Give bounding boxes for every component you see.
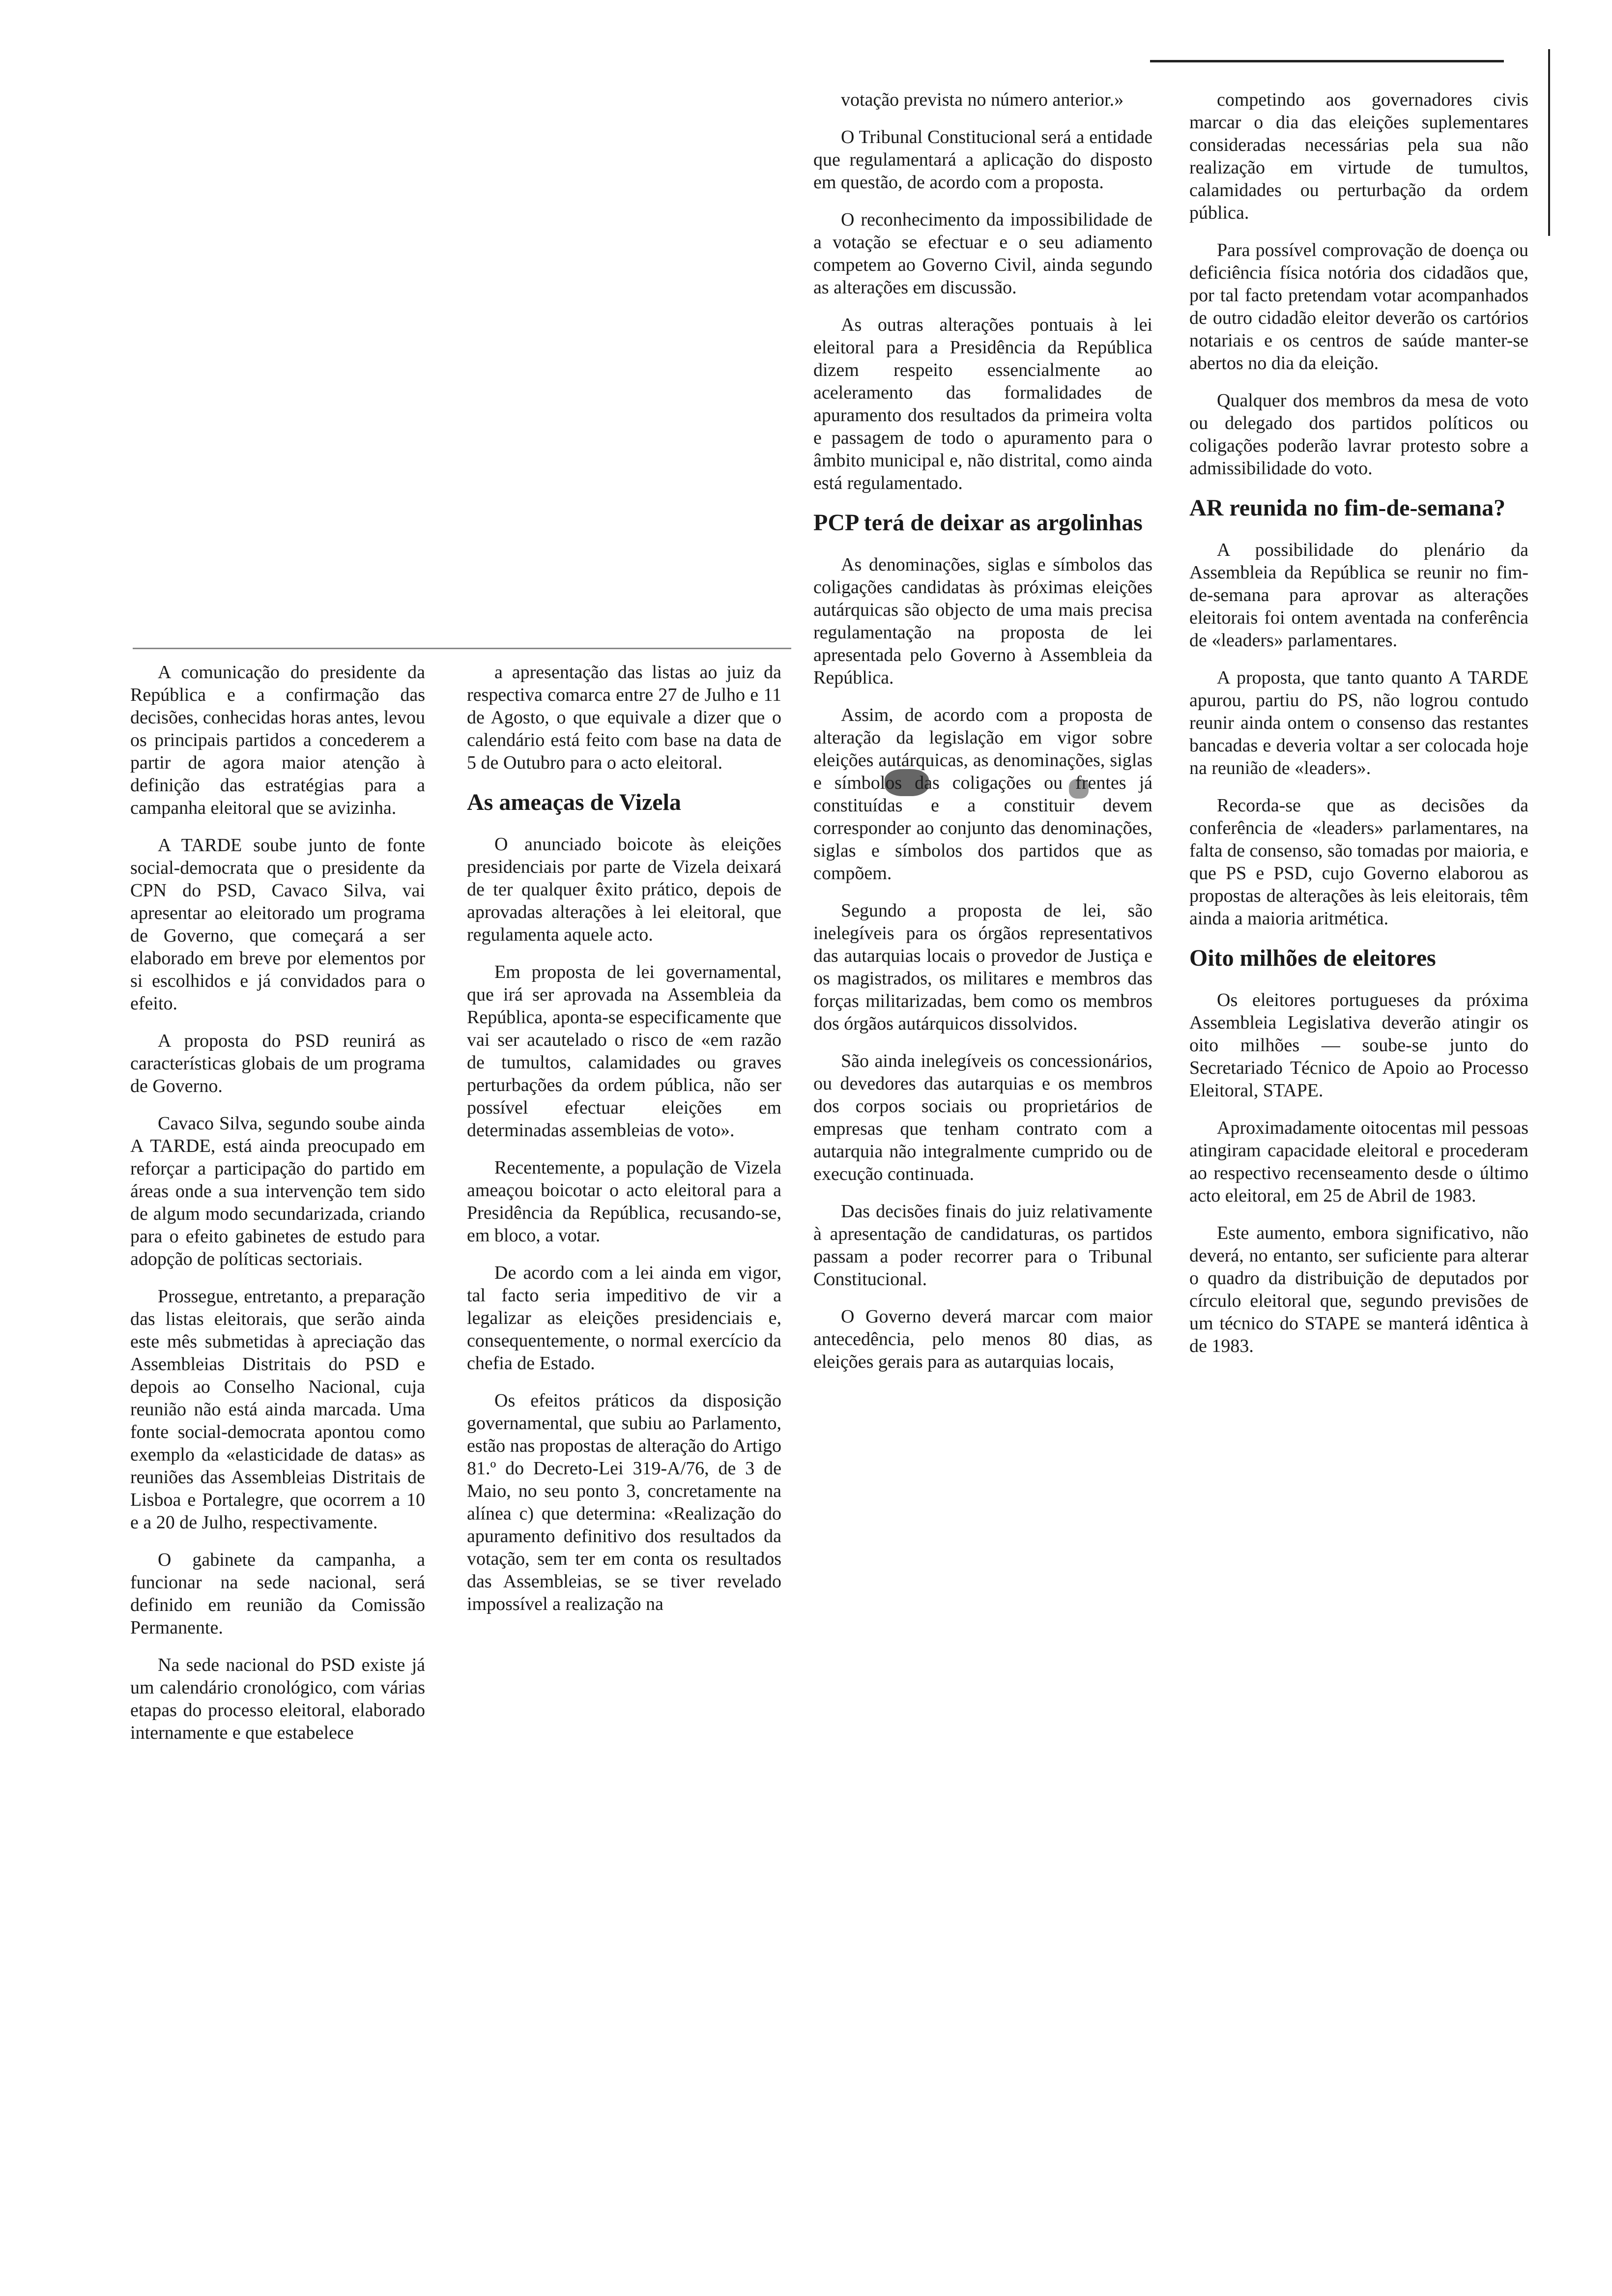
article-paragraph: competindo aos governadores civis marcar o dia das eleições suplementares consideradas necessárias pela sua não realização em virtude de tumultos, calamidades ou perturbação da ordem pública. bbox=[1189, 89, 1528, 223]
article-paragraph: O reconhecimento da impossibilidade de a votação se efectuar e o seu adiamento competem ao Governo Civil, ainda segundo as alterações em discussão. bbox=[813, 209, 1152, 298]
article-paragraph: Na sede nacional do PSD existe já um calendário cronológico, com várias etapas do processo eleitoral, elaborado internamente e que estabelece bbox=[130, 1655, 425, 1743]
article-paragraph: De acordo com a lei ainda em vigor, tal facto seria impeditivo de vir a legalizar as eleições presidenciais e, consequentemente, o normal exercício da chefia de Estado. bbox=[467, 1263, 781, 1374]
article-paragraph: Para possível comprovação de doença ou deficiência física notória dos cidadãos que, por tal facto pretendam votar acompanhados de outro cidadão eleitor deverão os cartórios notariais e os centros de saúde manter-se abertos no dia da eleição. bbox=[1189, 240, 1528, 373]
section-heading: Oito milhões de eleitores bbox=[1189, 945, 1436, 971]
article-paragraph: Segundo a proposta de lei, são inelegíveis para os órgãos representativos das autarquias locais o provedor de Justiça e os magistrados, os militares e membros das forças militarizadas, bem como os membros dos órgãos autárquicos dissolvidos. bbox=[813, 900, 1152, 1034]
article-paragraph: O Governo deverá marcar com maior antecedência, pelo menos 80 dias, as eleições gerais para as autarquias locais, bbox=[813, 1306, 1152, 1372]
article-paragraph: Assim, de acordo com a proposta de alteração da legislação em vigor sobre eleições autárquicas, as denominações, siglas e símbolos das coligações ou frentes já constituídas e a constituir devem corresponder ao conjunto das denominações, siglas e símbolos dos partidos que as compõem. bbox=[813, 705, 1152, 884]
article-paragraph: Recentemente, a população de Vizela ameaçou boicotar o acto eleitoral para a Presidência da República, recusando-se, em bloco, a votar. bbox=[467, 1157, 781, 1246]
article-paragraph: Cavaco Silva, segundo soube ainda A TARDE, está ainda preocupado em reforçar a participação do partido em áreas onde a sua intervenção tem sido de algum modo secundarizada, criando para o efeito gabinetes de estudo para adopção de políticas sectoriais. bbox=[130, 1113, 425, 1269]
article-paragraph: A possibilidade do plenário da Assembleia da República se reunir no fim-de-semana para aprovar as alterações eleitorais foi ontem aventada na conferência de «leaders» parlamentares. bbox=[1189, 540, 1528, 651]
article-paragraph: Qualquer dos membros da mesa de voto ou delegado dos partidos políticos ou coligações poderão lavrar protesto sobre a admissibilidade do voto. bbox=[1189, 390, 1528, 479]
article-paragraph: Aproximadamente oitocentas mil pessoas atingiram capacidade eleitoral e procederam ao respectivo recenseamento desde o último acto eleitoral, em 25 de Abril de 1983. bbox=[1189, 1118, 1528, 1206]
article-paragraph: São ainda inelegíveis os concessionários, ou devedores das autarquias e os membros dos corpos sociais ou proprietários de empresas que tenham contrato com a autarquia não integralmente cumprido ou de execução continuada. bbox=[813, 1051, 1152, 1184]
article-paragraph: Este aumento, embora significativo, não deverá, no entanto, ser suficiente para alterar o quadro da distribuição de deputados por círculo eleitoral que, segundo previsões de um técnico do STAPE se manterá idêntica à de 1983. bbox=[1189, 1223, 1528, 1356]
article-paragraph: A TARDE soube junto de fonte social-democrata que o presidente da CPN do PSD, Cavaco Silva, vai apresentar ao eleitorado um programa de Governo, que começará a ser elaborado em breve por elementos por si escolhidos e já convidados para o efeito. bbox=[130, 835, 425, 1014]
article-paragraph: a apresentação das listas ao juiz da respectiva comarca entre 27 de Julho e 11 de Agosto, o que equivale a dizer que o calendário está feito com base na data de 5 de Outubro para o acto eleitoral. bbox=[467, 662, 781, 773]
article-paragraph: Recorda-se que as decisões da conferência de «leaders» parlamentares, na falta de consenso, são tomadas por maioria, e que PS e PSD, cujo Governo elaborou as propostas de alterações às leis eleitorais, têm ainda a maioria aritmética. bbox=[1189, 795, 1528, 929]
right-edge-line bbox=[1548, 49, 1550, 236]
column-1 bbox=[130, 661, 425, 1759]
section-heading: AR reunida no fim-de-semana? bbox=[1189, 495, 1506, 521]
top-rule bbox=[1150, 60, 1504, 62]
article-paragraph: Os efeitos práticos da disposição governamental, que subiu ao Parlamento, estão nas propostas de alteração do Artigo 81.º do Decreto-Lei 319-A/76, de 3 de Maio, no seu ponto 3, concretamente na alínea c) que determina: «Realização do apuramento definitivo dos resultados da votação, sem ter em conta os resultados das Assembleias, se se tiver revelado impossível a realização na bbox=[467, 1390, 781, 1614]
article-paragraph: A proposta do PSD reunirá as características globais de um programa de Governo. bbox=[130, 1031, 425, 1096]
article-paragraph: Em proposta de lei governamental, que irá ser aprovada na Assembleia da República, aponta-se especificamente que vai ser acautelado o risco de «em razão de tumultos, calamidades ou graves perturbações da ordem pública, não ser possível efectuar eleições em determinadas assembleias de voto». bbox=[467, 962, 781, 1141]
column-4 bbox=[1189, 88, 1528, 1372]
section-heading: PCP terá de deixar as argolinhas bbox=[813, 510, 1143, 536]
article-paragraph: Os eleitores portugueses da próxima Assembleia Legislativa deverão atingir os oito milhões — soube-se junto do Secretariado Técnico de Apoio ao Processo Eleitoral, STAPE. bbox=[1189, 990, 1528, 1101]
article-paragraph: O gabinete da campanha, a funcionar na sede nacional, será definido em reunião da Comissão Permanente. bbox=[130, 1550, 425, 1638]
section-heading: As ameaças de Vizela bbox=[467, 789, 681, 815]
column-2 bbox=[467, 661, 781, 1630]
column-3 bbox=[813, 88, 1152, 1388]
article-paragraph: votação prevista no número anterior.» bbox=[841, 89, 1124, 110]
article-paragraph: As denominações, siglas e símbolos das coligações candidatas às próximas eleições autárquicas são objecto de uma mais precisa regulamentação na proposta de lei apresentada pelo Governo à Assembleia da República. bbox=[813, 554, 1152, 688]
column-top-rule bbox=[133, 648, 791, 649]
article-paragraph: A proposta, que tanto quanto A TARDE apurou, partiu do PS, não logrou contudo reunir ainda ontem o consenso das restantes bancadas e deveria voltar a ser colocada hoje na reunião de «leaders». bbox=[1189, 667, 1528, 778]
article-paragraph: Prossegue, entretanto, a preparação das listas eleitorais, que serão ainda este mês submetidas à apreciação das Assembleias Distritais do PSD e depois ao Conselho Nacional, cuja reunião não está ainda marcada. Uma fonte social-democrata apontou como exemplo da «elasticidade de datas» as reuniões das Assembleias Distritais de Lisboa e Portalegre, que ocorrem a 10 e a 20 de Julho, respectivamente. bbox=[130, 1286, 425, 1533]
article-paragraph: Das decisões finais do juiz relativamente à apresentação de candidaturas, os partidos passam a poder recorrer para o Tribunal Constitucional. bbox=[813, 1201, 1152, 1290]
article-paragraph: As outras alterações pontuais à lei eleitoral para a Presidência da República dizem respeito essencialmente ao aceleramento das formalidades de apuramento dos resultados da primeira volta e passagem de todo o apuramento para o âmbito municipal e, não distrital, como ainda está regulamentado. bbox=[813, 315, 1152, 493]
article-paragraph: O Tribunal Constitucional será a entidade que regulamentará a aplicação do disposto em questão, de acordo com a proposta. bbox=[813, 127, 1152, 193]
article-paragraph: O anunciado boicote às eleições presidenciais por parte de Vizela deixará de ter qualquer êxito prático, depois de aprovadas alterações à lei eleitoral, que regulamenta aquele acto. bbox=[467, 834, 781, 945]
article-paragraph: A comunicação do presidente da República e a confirmação das decisões, conhecidas horas antes, levou os principais partidos a concederem a partir de agora maior atenção à definição das estratégias para a campanha eleitoral que se avizinha. bbox=[130, 662, 425, 818]
